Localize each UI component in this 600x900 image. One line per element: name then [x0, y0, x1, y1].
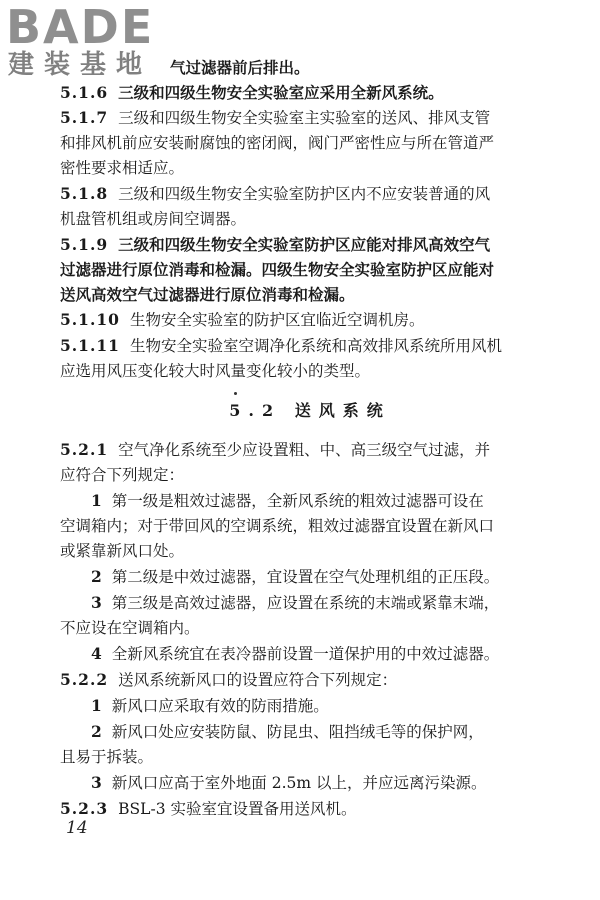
page-number: 14	[66, 818, 88, 838]
clause-number: 5.2.1	[60, 440, 109, 459]
item-number: 4	[91, 644, 102, 663]
logo-brand: BADE	[6, 0, 155, 54]
clause-number: 5.2.2	[60, 670, 109, 689]
clause-text: 机盘管机组或房间空调器。	[60, 210, 247, 228]
clause-text: 空气净化系统至少应设置粗、中、高三级空气过滤，并	[118, 441, 491, 459]
item-number: 2	[91, 722, 102, 741]
list-item	[60, 488, 560, 564]
clause-5-1-7	[60, 105, 560, 181]
list-item	[60, 693, 560, 719]
section-heading	[60, 398, 560, 423]
list-item	[60, 641, 560, 667]
clause-text: 三级和四级生物安全实验室防护区内不应安装普通的风	[118, 185, 491, 203]
clause-text: 应符合下列规定：	[60, 466, 185, 484]
clause-5-1-10	[60, 307, 560, 333]
item-text: 空调箱内；对于带回风的空调系统，粗效过滤器宜设置在新风口	[60, 517, 495, 535]
item-number: 1	[91, 696, 102, 715]
clause-5-1-8	[60, 181, 560, 232]
clause-number: 5.1.10	[60, 310, 120, 329]
item-number: 1	[91, 491, 102, 510]
clause-text: 送风系统新风口的设置应符合下列规定：	[118, 671, 398, 689]
clause-text: 密性要求相适应。	[60, 159, 185, 177]
clause-text: 三级和四级生物安全实验室应采用全新风系统。	[118, 83, 444, 102]
clause-number: 5.1.8	[60, 184, 109, 203]
item-number: 3	[91, 773, 102, 792]
clause-5-2-2	[60, 667, 560, 796]
clause-number: 5.1.7	[60, 108, 109, 127]
item-text: 第二级是中效过滤器，宜设置在空气处理机组的正压段。	[111, 568, 500, 586]
clause-5-1-9	[60, 232, 560, 307]
clause-text: BSL-3 实验室宜设置备用送风机。	[118, 800, 357, 818]
item-number: 3	[91, 593, 102, 612]
item-text: 新风口应高于室外地面 2.5m 以上，并应远离污染源。	[111, 774, 487, 792]
clause-number: 5.1.6	[60, 83, 109, 102]
clause-text: 三级和四级生物安全实验室主实验室的送风、排风支管	[118, 109, 491, 127]
speck-mark	[234, 392, 237, 395]
body-text	[60, 55, 560, 822]
list-item	[60, 564, 560, 590]
clause-text: 和排风机前应安装耐腐蚀的密闭阀，阀门严密性应与所在管道严	[60, 134, 495, 152]
clause-text: 送风高效空气过滤器进行原位消毒和检漏。	[60, 285, 355, 304]
section-title: 送风系统	[294, 401, 391, 420]
clause-text: 应选用风压变化较大时风量变化较小的类型。	[60, 362, 371, 380]
clause-5-1-11	[60, 333, 560, 384]
item-text: 新风口应采取有效的防雨措施。	[111, 697, 329, 715]
clause-text: 过滤器进行原位消毒和检漏。四级生物安全实验室防护区应能对	[60, 260, 495, 279]
item-text: 不应设在空调箱内。	[60, 619, 200, 637]
clause-number: 5.1.11	[60, 336, 120, 355]
list-item	[60, 770, 560, 796]
clause-text: 生物安全实验室的防护区宜临近空调机房。	[129, 311, 425, 329]
clause-number: 5.1.9	[60, 235, 109, 254]
item-text: 第三级是高效过滤器，应设置在系统的末端或紧靠末端，	[111, 594, 500, 612]
clause-5-2-1	[60, 437, 560, 667]
item-text: 且易于拆装。	[60, 748, 154, 766]
list-item	[60, 719, 560, 770]
clause-text: 三级和四级生物安全实验室防护区应能对排风高效空气	[118, 235, 491, 254]
item-text: 或紧靠新风口处。	[60, 542, 185, 560]
top-fragment: 气过滤器前后排出。	[170, 58, 310, 77]
list-item	[60, 590, 560, 641]
section-number: 5.2	[229, 401, 282, 420]
clause-5-2-3	[60, 796, 560, 822]
logo-chinese: 建装基地	[8, 50, 153, 80]
item-text: 第一级是粗效过滤器，全新风系统的粗效过滤器可设在	[111, 492, 484, 510]
clause-5-1-6	[60, 80, 560, 105]
clause-text: 生物安全实验室空调净化系统和高效排风系统所用风机	[129, 337, 502, 355]
item-text: 全新风系统宜在表冷器前设置一道保护用的中效过滤器。	[111, 645, 500, 663]
clause-number: 5.2.3	[60, 799, 109, 818]
item-text: 新风口处应安装防鼠、防昆虫、阻挡绒毛等的保护网，	[111, 723, 484, 741]
item-number: 2	[91, 567, 102, 586]
